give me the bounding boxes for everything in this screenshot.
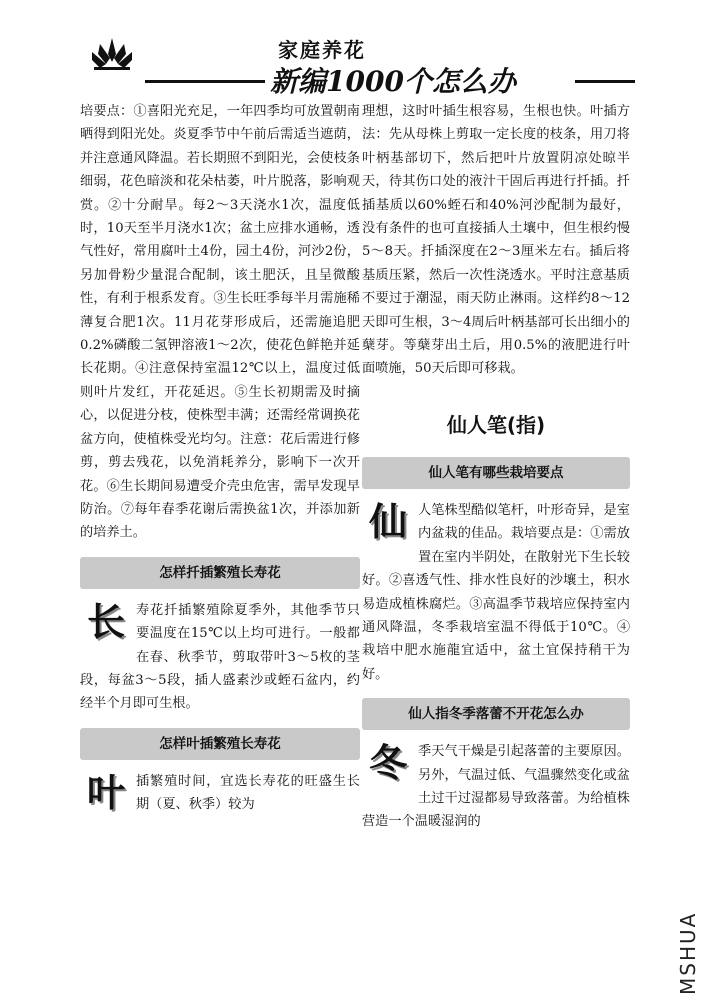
drop-cap: 长 xyxy=(86,599,125,644)
left-column xyxy=(80,100,360,818)
paragraph: 理想，这时叶插生根容易，生根也快。叶插方法：先从母株上剪取一定长度的枝条，用刀将叶柄基部切下，然后把叶片放置阴凉处晾半天，待其伤口处的液汁干固后再进行扦插。扦插基质以60%蛭石和40%河沙配制为最好，没有条件的也可直接插人土壤中，但生根约慢5～8天。扦插深度在2～3厘米左右。插后将基质压紧，然后一次性浇透水。平时注意基质不要过于潮湿，雨天防止淋雨。这样约8～12天即可生根，3～4周后叶柄基部可长出细小的蘖芽。等蘖芽出土后，用0.5%的液肥进行叶面喷施，50天后即可移栽。 xyxy=(362,104,630,377)
section-title: 仙人笔(指) xyxy=(446,412,546,437)
lotus-icon xyxy=(90,36,134,72)
section-banner: 仙人指冬季落蕾不开花怎么办 xyxy=(362,698,630,730)
header-subtitle: 家庭养花 xyxy=(278,38,366,62)
paragraph: 人笔株型酷似笔杆，叶形奇异，是室内盆栽的佳品。栽培要点是：①需放置在室内半阴处，在散射光下生长较好。②喜透气性、排水性良好的沙壤土，积水易造成植株腐烂。③高温季节栽培应保持室内通风降温，冬季栽培室温不得低于10℃。④栽培中肥水施龍宜适中，盆土宜保持稍干为好。 xyxy=(362,502,630,682)
page-header xyxy=(60,30,650,100)
watermark-text: MSHUA xyxy=(676,911,700,995)
paragraph: 季天气干燥是引起落蕾的主要原因。另外，气温过低、气温骤然变化或盆土过干过湿都易导致落蕾。为给植株营造一个温暖湿润的 xyxy=(362,744,630,830)
watermark xyxy=(674,877,700,997)
header-title: 新编1000个怎么办 xyxy=(270,65,516,98)
paragraph: 培要点：①喜阳光充足，一年四季均可放置朝南晒得到阳光处。炎夏季节中午前后需适当遮荫，并注意通风降温。若长期照不到阳光，会使枝条细弱，花色暗淡和花朵枯萎，叶片脱落，影响观赏。②十分耐旱。每2～3天浇水1次，温度低时，10天至半月浇水1次；盆土应排水通畅，透气性好，常用腐叶土4份，园土4份，河沙2份，另加骨粉少量混合配制，该土肥沃，且呈微酸性，有利于根系发育。③生长旺季每半月需施稀薄复合肥1次。11月花芽形成后，还需施追肥0.2%磷酸二氢钾溶液1～2次，使花色鲜艳并延长花期。④注意保持室温12℃以上，温度过低则叶片发红，开花延迟。⑤生长初期需及时摘心，以促进分枝，使株型丰满；还需经常调换花盆方向，使植株受光均匀。注意：花后需进行修剪，剪去残花，以免消耗养分，影响下一次开花。⑥生长期间易遭受介壳虫危害，需早发现早防治。⑦每年春季花谢后需换盆1次，并添加新的培养土。 xyxy=(80,104,360,541)
paragraph: 插繁殖时间，宜选长寿花的旺盛生长期（夏、秋季）较为 xyxy=(136,773,360,813)
header-rule-right xyxy=(575,80,635,83)
right-column xyxy=(362,100,630,834)
section-banner: 怎样叶插繁殖长寿花 xyxy=(80,728,360,760)
paragraph: 寿花扦插繁殖除夏季外，其他季节只要温度在15℃以上均可进行。一般都在春、秋季节，剪取带叶3～5枚的茎段，每盆3～5段，插人盛素沙或蛭石盆内，约经半个月即可生根。 xyxy=(80,602,360,712)
header-rule-left xyxy=(145,80,265,83)
section-banner: 仙人笔有哪些栽培要点 xyxy=(362,457,630,489)
drop-cap: 仙 xyxy=(368,499,407,544)
section-banner: 怎样扦插繁殖长寿花 xyxy=(80,557,360,589)
drop-cap: 叶 xyxy=(86,770,125,815)
drop-cap: 冬 xyxy=(368,741,407,786)
